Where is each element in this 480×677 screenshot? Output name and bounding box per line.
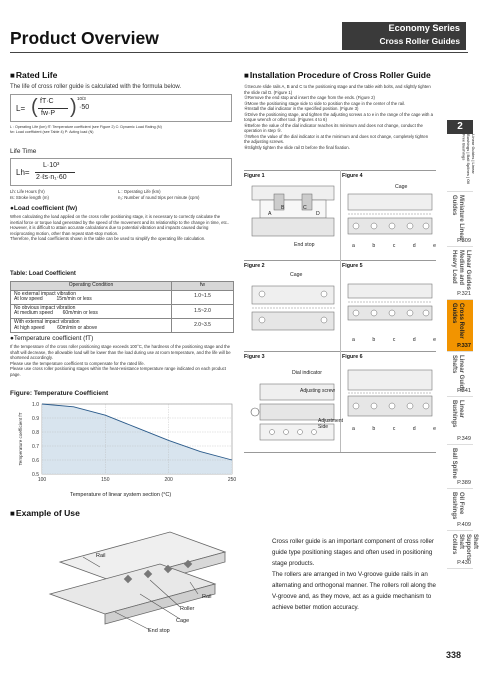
- temp-coeff-heading: ●Temperature coefficient (fT): [10, 335, 94, 342]
- table-cell-speed: At medium speed 60m/min or less: [14, 310, 98, 317]
- fig3-adjustment-side: Adjustment Side: [318, 418, 344, 430]
- screw-e: e: [433, 337, 436, 343]
- table-header-fw: fw: [172, 282, 234, 291]
- screw-d: d: [412, 243, 416, 249]
- cross-roller-illustration: [20, 522, 240, 642]
- example-heading: ■ Example of Use: [10, 508, 80, 518]
- formula2-L: Lh=: [16, 168, 30, 177]
- table-row: [11, 318, 234, 332]
- chart-y-tick-label: 0.6: [32, 457, 39, 464]
- figure-2-label: Figure 2: [244, 263, 265, 269]
- figure-6-diagram: [346, 364, 434, 426]
- side-tab-page: P.337: [457, 343, 471, 349]
- side-tabs: [447, 120, 480, 600]
- figure-6-label: Figure 6: [342, 354, 363, 360]
- side-tab-2[interactable]: [447, 192, 473, 247]
- fig1-label-B: B: [281, 205, 285, 211]
- temp-figure-title: Figure: Temperature Coefficient: [10, 390, 109, 397]
- load-coeff-text: When calculating the load applied on the cross roller positioning stage, it is necessary to correctly calculate the inertial force or torque load generated by the speed of the movement and its relationship to the change in time, etc.. However, it is difficult to attain accurate calculations due to potential vibration and impacts caused during reciprocating motion, other than repeat start-stop motion. Therefore, the load coefficients shown in the table can be used to simplify the operating life calculation.: [10, 214, 230, 241]
- header-divider: [10, 52, 468, 53]
- table-cell-fw: 1.0~1.5: [172, 290, 234, 304]
- formula2-legend-b: L : Operating Life (km) n₁: Number of round trips per minute (cpm): [118, 189, 200, 200]
- table-cell-condition: No external impact vibration: [14, 290, 76, 297]
- install-step: ⑦When the value of the dial indicator is at the minimum and does not change, completely tighten the adjusting screws.: [244, 133, 429, 144]
- figure-1-diagram: [250, 184, 336, 252]
- table-cell-condition: No obvious impact vibration: [14, 304, 76, 311]
- side-tab-page: P.430: [457, 560, 471, 566]
- side-tab-page: P.321: [457, 291, 471, 297]
- rated-life-intro: The life of cross roller guide is calculated with the formula below.: [10, 84, 182, 90]
- fig3-dial-indicator: Dial indicator: [292, 370, 322, 376]
- install-steps: [244, 84, 434, 150]
- chart-y-tick-label: 0.7: [32, 443, 39, 450]
- series-label: Economy Series: [388, 23, 460, 33]
- chart-y-tick-label: 0.9: [32, 415, 39, 422]
- fig6-screw-labels: [352, 426, 436, 432]
- label-rail-1: Rail: [96, 553, 106, 559]
- example-text: Cross roller guide is an important component of cross roller guide type positioning stages and often used in positioning stage products. The rollers are arranged in two V-groove guide rails in an alternating and orthogonal manner. The rollers roll along the V-groove and, as they move, act as a guide mechanism to achieve better motion accuracy.: [272, 538, 436, 611]
- side-tab-page: P.409: [457, 522, 471, 528]
- install-step: ①Secure slide rails A, B and C to the positioning stage and the table with bolts, and slightly tighten the slide rail D. (Figure 1): [244, 84, 431, 95]
- side-tab-label: Oil Free Bushings: [451, 492, 464, 520]
- side-tab-8[interactable]: [447, 489, 473, 531]
- screw-c: c: [392, 243, 396, 249]
- side-tab-label: Miniature Linear Guides: [451, 195, 464, 242]
- install-step: ③Move the positioning stage side to side to position the cage in the center of the rail.: [244, 100, 406, 106]
- table-header-row: [11, 282, 234, 291]
- fig5-screw-labels: [352, 337, 436, 343]
- fig3-adjusting-screw: Adjusting screw: [300, 388, 336, 394]
- chart-y-tick-label: 0.5: [32, 471, 39, 478]
- side-tab-label: Linear Guide Shafts: [451, 355, 464, 392]
- side-tab-label: Linear Guides Medium and Heavy Load: [451, 250, 471, 291]
- table-cell-fw: 2.0~3.5: [172, 318, 234, 332]
- side-tab-3[interactable]: [447, 247, 473, 300]
- formula2-denominator: 2·ℓs·n₁·60: [36, 174, 67, 181]
- chart-x-tick-label: 250: [227, 477, 237, 483]
- side-tab-1[interactable]: [447, 120, 473, 192]
- install-step: ②Remove the end stop and insert the cage from the ends. (Figure 2): [244, 95, 375, 100]
- screw-d: d: [412, 426, 416, 432]
- table-cell-fw: 1.5~2.0: [172, 304, 234, 318]
- table-row: [11, 290, 234, 304]
- fig2-cage: Cage: [290, 272, 303, 278]
- screw-e: e: [433, 426, 436, 432]
- label-cage: Cage: [176, 618, 190, 624]
- side-tab-5[interactable]: [447, 352, 473, 397]
- figure-4-label: Figure 4: [342, 173, 363, 179]
- formula-exponent: 10/3: [77, 96, 86, 101]
- fig1-label-A: A: [268, 211, 272, 217]
- chapter-number: 2: [447, 120, 473, 134]
- table-cell-speed: At high speed 60m/min or above: [14, 324, 98, 331]
- side-tab-page: P.389: [457, 480, 471, 486]
- figure-1-label: Figure 1: [244, 173, 265, 179]
- label-end-stop: End stop: [148, 628, 170, 634]
- install-heading: ■ Installation Procedure of Cross Roller Guide: [244, 70, 431, 80]
- screw-a: a: [352, 426, 355, 432]
- side-tab-9[interactable]: [447, 531, 478, 569]
- screw-d: d: [412, 337, 416, 343]
- install-step: ⑥Before the value of the dial indicator reaches its minimum and does not change, conduct the operation in step ⑤.: [244, 122, 423, 133]
- life-hours-formula: [10, 158, 232, 186]
- formula-legend: L : Operating Life (km) fT: Temperature coefficient (see Figure 2) C: Dynamic Load Rating (N) fw: Load coefficient (see Table 4) P: Acting load (N): [10, 125, 162, 134]
- life-time-heading: Life Time: [10, 148, 37, 155]
- formula-denominator: fw·P: [41, 110, 55, 117]
- chart-y-tick-label: 0.8: [32, 429, 39, 436]
- side-tab-label: Linear Bushings: [451, 400, 464, 428]
- formula-numerator: fT·C: [40, 98, 54, 105]
- series-badge: [342, 22, 466, 50]
- fig1-label-C: C: [303, 205, 307, 211]
- formula2-legend-a: Lh: Life Hours (hr) ℓs: Stroke length (m): [10, 189, 49, 200]
- install-step: ④Install the dial indicator in the specified position. (Figure 3): [244, 106, 359, 111]
- chart-x-axis-label: Temperature of linear system section (°C): [70, 492, 172, 498]
- screw-b: b: [372, 426, 376, 432]
- table-title: Table: Load Coefficient: [10, 271, 76, 277]
- side-tab-6[interactable]: [447, 397, 473, 445]
- chart-y-tick-label: 1.0: [32, 401, 39, 408]
- formula2-numerator: L·10³: [43, 162, 60, 169]
- page-number: 338: [446, 650, 462, 660]
- side-tab-page: P.341: [457, 388, 471, 394]
- table-cell-condition: With external impact vibration: [14, 318, 80, 325]
- install-step: ⑤Drive the positioning stage, and tighten the adjusting screws a to e in the range of the cage with a torque wrench or other tool. (Figures 4 to 6): [244, 111, 433, 122]
- figure-3-label: Figure 3: [244, 354, 265, 360]
- side-tab-4[interactable]: [447, 300, 473, 352]
- table-cell-speed: At low speed 15m/min or less: [14, 296, 92, 303]
- label-roller: Roller: [180, 606, 195, 612]
- side-tab-7[interactable]: [447, 445, 473, 489]
- figure-4-diagram: [346, 190, 434, 244]
- fig4-cage: Cage: [395, 184, 408, 190]
- chart-x-tick-label: 100: [37, 477, 47, 483]
- screw-c: c: [392, 426, 396, 432]
- chart-x-tick-label: 200: [164, 477, 173, 483]
- temperature-coefficient-chart: [10, 398, 242, 488]
- screw-e: e: [433, 243, 436, 249]
- side-tab-label: Ball Spline: [451, 448, 457, 479]
- figure-2-diagram: [250, 274, 336, 346]
- side-tab-label: Cross Roller Guides: [451, 303, 464, 339]
- label-rail-2: Rail: [202, 594, 212, 600]
- table-header-condition: Operating Condition: [11, 282, 172, 291]
- fig4-screw-labels: [352, 243, 436, 249]
- life-formula: L= ( fT·C fw·P ) 10/3 ·50: [10, 94, 232, 122]
- screw-b: b: [372, 337, 376, 343]
- fig1-end-stop: End stop: [294, 242, 315, 248]
- side-tab-page: P.309: [457, 238, 471, 244]
- screw-a: a: [352, 337, 355, 343]
- formula-multiplier: ·50: [79, 104, 90, 111]
- table-row: [11, 304, 234, 318]
- screw-b: b: [372, 243, 376, 249]
- fig1-label-D: D: [316, 211, 320, 217]
- side-tab-page: P.349: [457, 436, 471, 442]
- load-coefficient-table: [10, 281, 234, 333]
- load-coeff-heading: ●Load coefficient (fw): [10, 205, 78, 212]
- chart-x-tick-label: 150: [101, 477, 110, 483]
- screw-a: a: [352, 243, 355, 249]
- side-tab-label: Linear Guides | Linear Bushings | Ball Splines | Oil Free Bushings: [461, 134, 475, 185]
- chart-y-axis-label: Temperature coefficient fT: [18, 412, 23, 466]
- rated-life-heading: ■ Rated Life: [10, 70, 57, 80]
- page-title: Product Overview: [10, 28, 159, 48]
- figure-5-diagram: [346, 276, 434, 334]
- figure-5-label: Figure 5: [342, 263, 363, 269]
- product-label: Cross Roller Guides: [379, 36, 460, 46]
- screw-c: c: [392, 337, 396, 343]
- side-tab-label: Shaft Supports Shaft Collars: [451, 534, 478, 561]
- install-step: ⑧Slightly tighten the slide rail D before the final fixation.: [244, 144, 350, 150]
- formula-L: L=: [16, 104, 26, 113]
- temp-coeff-text: If the temperature of the cross roller positioning stage exceeds 100°C, the hardness of the positioning stage and the shaft will decrease, the allowable load will be lower than the load during use at room temperature, and the life will be shortened accordingly. Please use the temperature coefficient to compensate for the rated life. Please use cross roller positioning stages within the heat-resistance temperature range indicated on each product page.: [10, 344, 231, 377]
